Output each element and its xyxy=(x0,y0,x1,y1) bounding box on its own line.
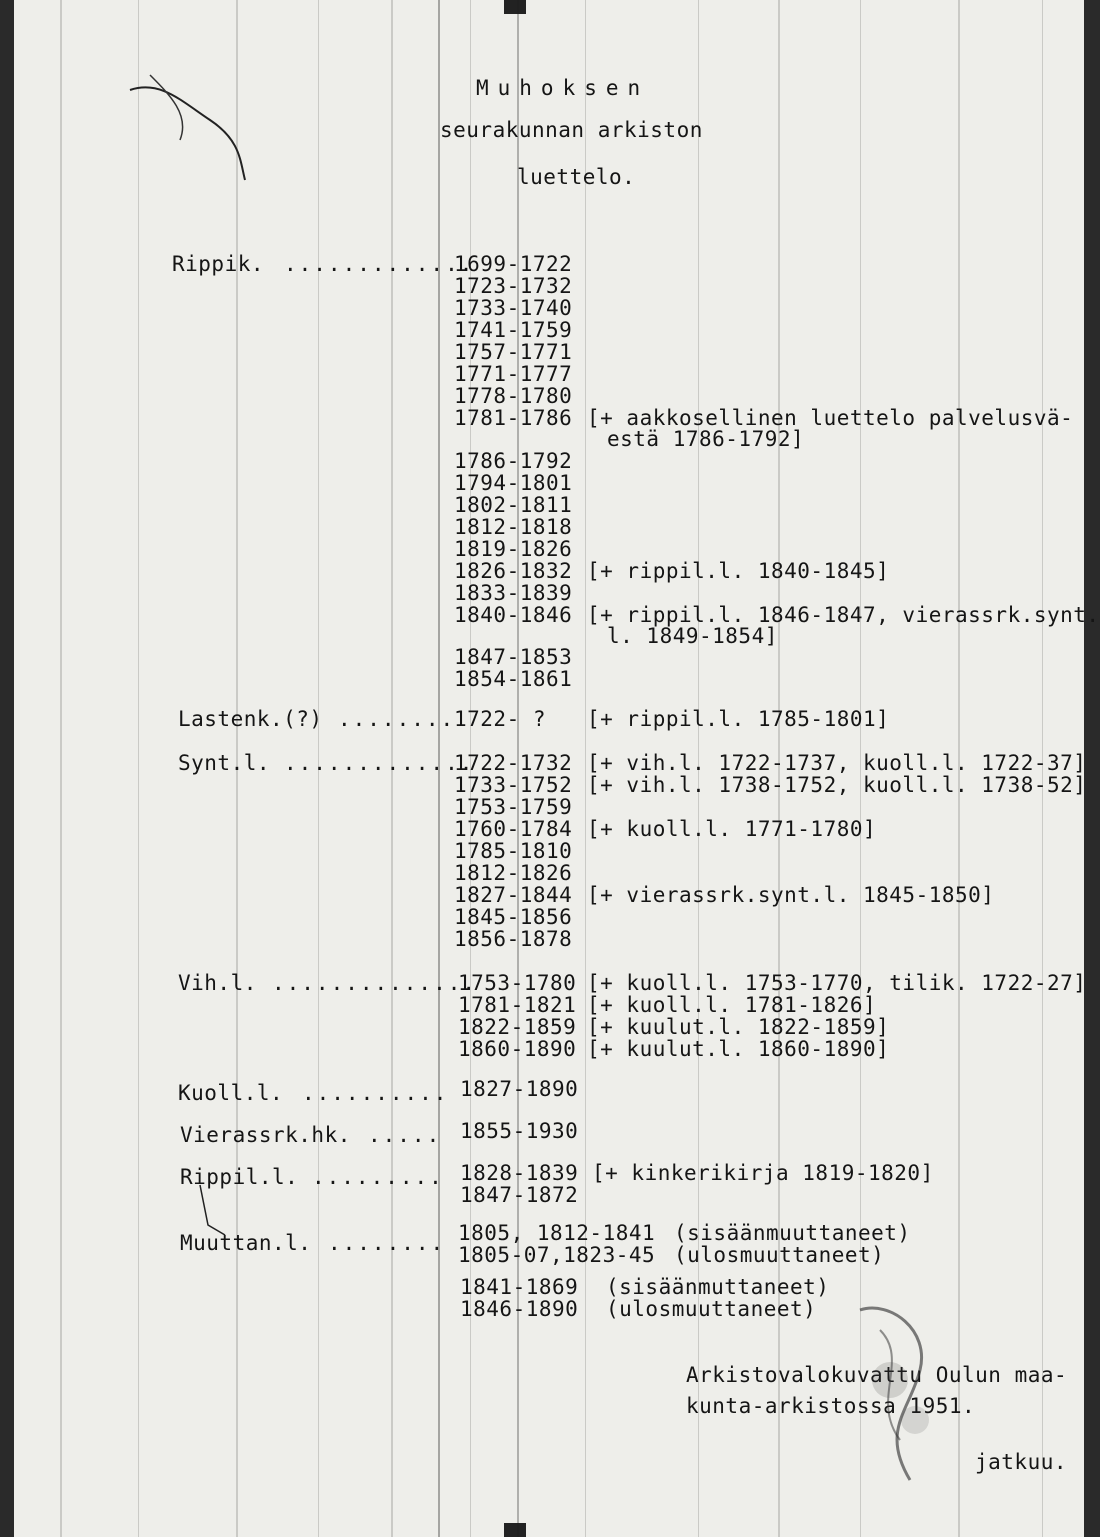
year-range: 1741-1759 xyxy=(454,318,573,342)
title-line-3: luettelo. xyxy=(517,165,636,189)
year-range: 1757-1771 xyxy=(454,340,573,364)
pen-scribble-top-left xyxy=(120,70,260,190)
entry-note: [+ vierassrk.synt.l. 1845-1850] xyxy=(587,883,995,907)
year-range: 1833-1839 xyxy=(454,581,573,605)
year-range: 1785-1810 xyxy=(454,839,573,863)
entry-note: [+ kuulut.l. 1822-1859] xyxy=(587,1015,890,1039)
scan-streak xyxy=(585,0,586,1537)
section-label-muuttan: Muuttan.l. xyxy=(180,1231,312,1255)
entry-note: [+ vih.l. 1722-1737, kuoll.l. 1722-37] xyxy=(587,751,1087,775)
year-range: 1840-1846 xyxy=(454,603,573,627)
section-label-synt: Synt.l. xyxy=(178,751,271,775)
section-label-lastenk: Lastenk.(?) xyxy=(178,707,323,731)
year-range: 1699-1722 xyxy=(454,252,573,276)
year-range: 1822-1859 xyxy=(458,1015,577,1039)
year-range: 1786-1792 xyxy=(454,449,573,473)
entry-note: (ulosmuuttaneet) xyxy=(674,1243,885,1267)
year-range: 1841-1869 xyxy=(460,1275,579,1299)
year-range: 1846-1890 xyxy=(460,1297,579,1321)
section-label-kuoll: Kuoll.l. xyxy=(178,1081,284,1105)
entry-note: [+ aakkosellinen luettelo palvelusvä- xyxy=(587,406,1074,430)
year-range: 1855-1930 xyxy=(460,1119,579,1143)
title-line-1: Muhoksen xyxy=(476,76,650,100)
year-range: 1778-1780 xyxy=(454,384,573,408)
title-line-2: seurakunnan arkiston xyxy=(440,118,703,142)
year-range: 1733-1740 xyxy=(454,296,573,320)
archive-note-line-2: kunta-arkistossa 1951. xyxy=(686,1394,976,1418)
entry-note: [+ rippil.l. 1846-1847, vierassrk.synt. xyxy=(587,603,1100,627)
year-range: 1753-1759 xyxy=(454,795,573,819)
leader-dots: .......... xyxy=(302,1081,449,1105)
entry-note: [+ kuoll.l. 1781-1826] xyxy=(587,993,877,1017)
year-range: 1805-07,1823-45 xyxy=(458,1243,656,1267)
year-range: 1781-1821 xyxy=(458,993,577,1017)
ink-stain xyxy=(820,1290,980,1510)
year-range: 1828-1839 xyxy=(460,1161,579,1185)
entry-note: [+ rippil.l. 1785-1801] xyxy=(587,707,890,731)
year-range: 1760-1784 xyxy=(454,817,573,841)
year-range: 1812-1826 xyxy=(454,861,573,885)
year-range: 1802-1811 xyxy=(454,493,573,517)
film-seam-bottom xyxy=(504,1523,526,1537)
section-label-rippil: Rippil.l. xyxy=(180,1165,299,1189)
film-seam-top xyxy=(504,0,526,14)
entry-note: (sisäänmuuttaneet) xyxy=(674,1221,911,1245)
year-range: 1771-1777 xyxy=(454,362,573,386)
year-range: 1753-1780 xyxy=(458,971,577,995)
year-range: 1847-1872 xyxy=(460,1183,579,1207)
year-range: 1722-1732 xyxy=(454,751,573,775)
scan-streak xyxy=(60,0,62,1537)
entry-note: [+ rippil.l. 1840-1845] xyxy=(587,559,890,583)
entry-note-continued: l. 1849-1854] xyxy=(607,624,778,648)
year-range: 1845-1856 xyxy=(454,905,573,929)
entry-note: [+ vih.l. 1738-1752, kuoll.l. 1738-52] xyxy=(587,773,1087,797)
year-range: 1781-1786 xyxy=(454,406,573,430)
year-range: 1812-1818 xyxy=(454,515,573,539)
entry-note: [+ kuoll.l. 1753-1770, tilik. 1722-27] xyxy=(587,971,1087,995)
year-range: 1723-1732 xyxy=(454,274,573,298)
year-range: 1856-1878 xyxy=(454,927,573,951)
entry-note: [+ kuoll.l. 1771-1780] xyxy=(587,817,877,841)
pen-mark xyxy=(180,1180,240,1240)
year-range: 1733-1752 xyxy=(454,773,573,797)
leader-dots: ......... xyxy=(312,1165,444,1189)
year-range: 1826-1832 xyxy=(454,559,573,583)
entry-note: [+ kinkerikirja 1819-1820] xyxy=(592,1161,934,1185)
continued-marker: jatkuu. xyxy=(975,1450,1068,1474)
year-range: 1827-1890 xyxy=(460,1077,579,1101)
year-range: 1847-1853 xyxy=(454,645,573,669)
scan-edge-left xyxy=(0,0,14,1537)
year-range: 1722- ? xyxy=(454,707,547,731)
leader-dots: ............. xyxy=(284,252,475,276)
leader-dots: ........ xyxy=(328,1231,446,1255)
entry-note-continued: estä 1786-1792] xyxy=(607,427,805,451)
leader-dots: .............. xyxy=(272,971,478,995)
section-label-rippik: Rippik. xyxy=(172,252,265,276)
entry-note: (sisäänmuttaneet) xyxy=(606,1275,830,1299)
leader-dots: ..... xyxy=(368,1123,442,1147)
year-range: 1819-1826 xyxy=(454,537,573,561)
section-label-vierassrk: Vierassrk.hk. xyxy=(180,1123,351,1147)
year-range: 1860-1890 xyxy=(458,1037,577,1061)
year-range: 1794-1801 xyxy=(454,471,573,495)
entry-note: [+ kuulut.l. 1860-1890] xyxy=(587,1037,890,1061)
year-range: 1827-1844 xyxy=(454,883,573,907)
entry-note: (ulosmuuttaneet) xyxy=(606,1297,817,1321)
archive-note-line-1: Arkistovalokuvattu Oulun maa- xyxy=(686,1363,1068,1387)
leader-dots: ........ xyxy=(338,707,456,731)
year-range: 1854-1861 xyxy=(454,667,573,691)
section-label-vih: Vih.l. xyxy=(178,971,257,995)
scan-streak xyxy=(138,0,139,1537)
year-range: 1805, 1812-1841 xyxy=(458,1221,656,1245)
leader-dots: ............. xyxy=(284,751,475,775)
